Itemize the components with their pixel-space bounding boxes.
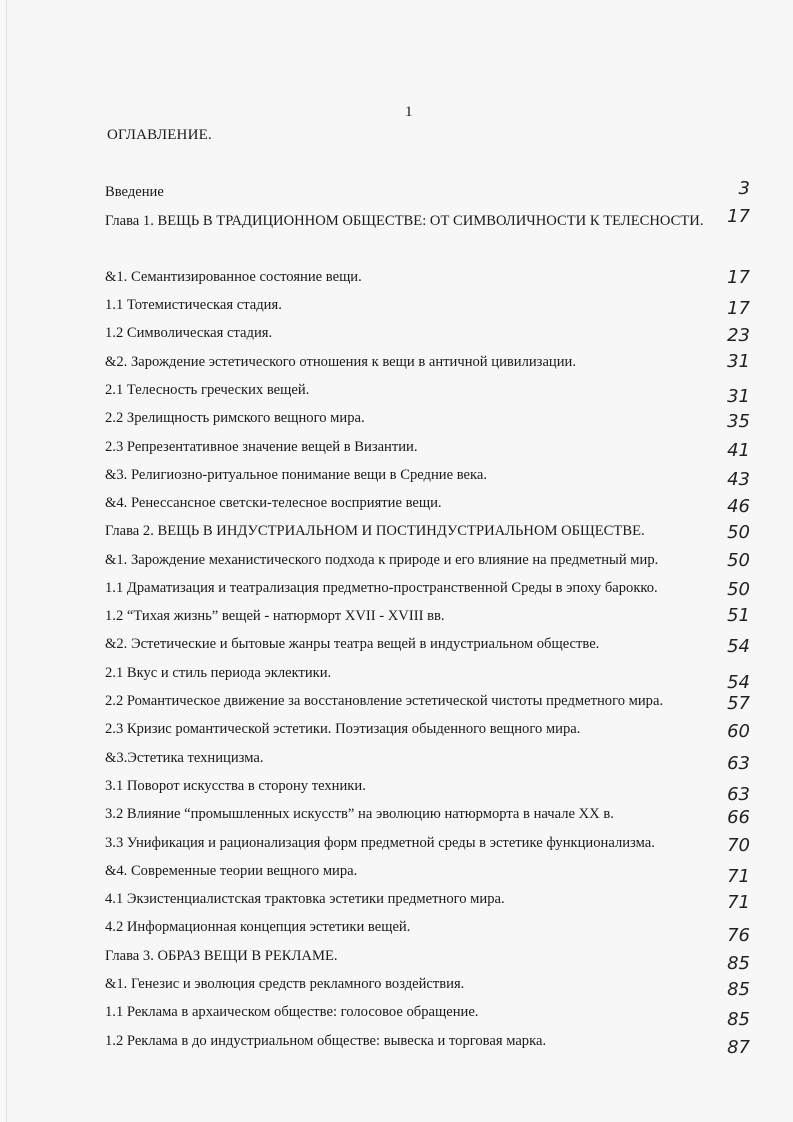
toc-entry-text: 2.3 Репрезентативное значение вещей в Византии. bbox=[105, 439, 418, 455]
toc-entry-page: 57 bbox=[727, 693, 750, 714]
toc-entry-text: &1. Семантизированное состояние вещи. bbox=[105, 269, 362, 285]
toc-entry-text: 3.2 Влияние “промышленных искусств” на эволюцию натюрморта в начале XX в. bbox=[105, 806, 614, 822]
toc-entry-text: &2. Зарождение эстетического отношения к вещи в античной цивилизации. bbox=[105, 354, 577, 370]
toc-entry-text: 2.2 Зрелищность римского вещного мира. bbox=[105, 410, 365, 426]
toc-entry-text: Глава 2. ВЕЩЬ В ИНДУСТРИАЛЬНОМ И ПОСТИНДУСТРИАЛЬНОМ ОБЩЕСТВЕ. bbox=[105, 523, 645, 539]
toc-entry-text: 2.1 Вкус и стиль периода эклектики. bbox=[105, 665, 332, 681]
toc-entry-text: 1.1 Тотемистическая стадия. bbox=[105, 297, 282, 313]
toc-entry-page: 85 bbox=[727, 1009, 750, 1030]
toc-entry-text: &2. Эстетические и бытовые жанры театра вещей в индустриальном обществе. bbox=[105, 636, 600, 652]
toc-entry-text: Глава 1. ВЕЩЬ В ТРАДИЦИОННОМ ОБЩЕСТВЕ: ОТ СИМВОЛИЧНОСТИ К ТЕЛЕСНОСТИ. bbox=[105, 213, 704, 229]
toc-entry-page: 50 bbox=[727, 579, 750, 600]
toc-entry-text: 2.1 Телесность греческих вещей. bbox=[105, 382, 310, 398]
toc-entry-text: Введение bbox=[105, 184, 164, 200]
scan-edge bbox=[6, 0, 7, 1122]
toc-entry-page: 85 bbox=[727, 953, 750, 974]
toc-entry-text: 2.2 Романтическое движение за восстановление эстетической чистоты предметного мира. bbox=[105, 693, 664, 709]
toc-entry-text: &3.Эстетика техницизма. bbox=[105, 750, 264, 766]
toc-title: ОГЛАВЛЕНИЕ. bbox=[107, 127, 212, 143]
page-number: 1 bbox=[405, 104, 413, 120]
toc-entry-text: 4.2 Информационная концепция эстетики вещей. bbox=[105, 919, 411, 935]
toc-entry-page: 54 bbox=[727, 672, 750, 693]
toc-entry-page: 63 bbox=[727, 753, 750, 774]
toc-entry-page: 70 bbox=[727, 835, 750, 856]
toc-entry-page: 41 bbox=[727, 440, 750, 461]
toc-entry-page: 51 bbox=[727, 605, 750, 626]
toc-entry-text: &4. Ренессансное светски-телесное восприятие вещи. bbox=[105, 495, 442, 511]
toc-entry-page: 31 bbox=[727, 351, 750, 372]
toc-entry-text: Глава 3. ОБРАЗ ВЕЩИ В РЕКЛАМЕ. bbox=[105, 948, 338, 964]
toc-entry-text: 4.1 Экзистенциалистская трактовка эстетики предметного мира. bbox=[105, 891, 505, 907]
toc-entry-page: 50 bbox=[727, 522, 750, 543]
toc-entry-text: &4. Современные теории вещного мира. bbox=[105, 863, 358, 879]
toc-entry-page: 23 bbox=[727, 325, 750, 346]
toc-entry-page: 17 bbox=[727, 298, 750, 319]
toc-entry-page: 66 bbox=[727, 807, 750, 828]
toc-entry-page: 85 bbox=[727, 979, 750, 1000]
toc-entry-page: 54 bbox=[727, 636, 750, 657]
toc-entry-text: 3.1 Поворот искусства в сторону техники. bbox=[105, 778, 366, 794]
toc-entry-page: 63 bbox=[727, 784, 750, 805]
toc-entry-text: 3.3 Унификация и рационализация форм предметной среды в эстетике функционализма. bbox=[105, 835, 655, 851]
toc-entry-page: 50 bbox=[727, 550, 750, 571]
toc-entry-page: 71 bbox=[727, 892, 750, 913]
toc-entry-text: &1. Зарождение механистического подхода к природе и его влияние на предметный мир. bbox=[105, 552, 659, 568]
toc-entry-text: 1.2 Реклама в до индустриальном обществе: вывеска и торговая марка. bbox=[105, 1033, 547, 1049]
toc-entry-page: 3 bbox=[738, 178, 750, 199]
toc-entry-page: 46 bbox=[727, 496, 750, 517]
toc-entry-text: 1.1 Драматизация и театрализация предметно-пространственной Среды в эпоху барокко. bbox=[105, 580, 658, 596]
toc-entry-page: 71 bbox=[727, 866, 750, 887]
toc-entry-text: 2.3 Кризис романтической эстетики. Поэтизация обыденного вещного мира. bbox=[105, 721, 581, 737]
toc-entry-text: 1.1 Реклама в архаическом обществе: голосовое обращение. bbox=[105, 1004, 479, 1020]
toc-entry-text: 1.2 Символическая стадия. bbox=[105, 325, 273, 341]
toc-entry-text: &3. Религиозно-ритуальное понимание вещи в Средние века. bbox=[105, 467, 487, 483]
toc-entry-page: 43 bbox=[727, 469, 750, 490]
toc-entry-page: 31 bbox=[727, 386, 750, 407]
toc-entry-page: 76 bbox=[727, 925, 750, 946]
toc-entry-page: 60 bbox=[727, 721, 750, 742]
toc-entry-text: 1.2 “Тихая жизнь” вещей - натюрморт XVII - XVIII вв. bbox=[105, 608, 445, 624]
toc-entry-page: 35 bbox=[727, 411, 750, 432]
toc-entry-page: 17 bbox=[727, 267, 750, 288]
toc-entry-text: &1. Генезис и эволюция средств рекламного воздействия. bbox=[105, 976, 465, 992]
toc-entry-page: 87 bbox=[727, 1037, 750, 1058]
toc-entry-page: 17 bbox=[727, 206, 750, 227]
